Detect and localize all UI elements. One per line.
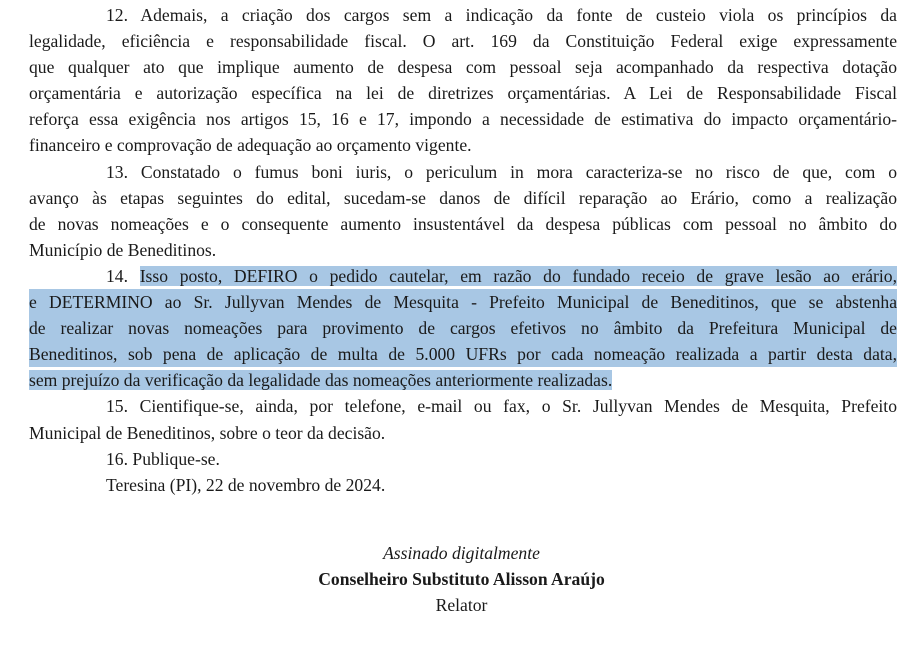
paragraph-number: 13. [106,161,128,182]
paragraph-line [29,2,897,28]
paragraph-line: de novas nomeações e o consequente aumento insustentável da despesa públicas com pessoal no âmbito do [29,213,897,234]
paragraph-16 [29,446,897,472]
paragraph-line [29,393,897,419]
paragraph-line: Municipal de Beneditinos, sobre o teor da decisão. [29,422,386,443]
paragraph-line [29,367,897,393]
paragraph-line: financeiro e comprovação de adequação ao orçamento vigente. [29,135,472,156]
paragraph-line [29,446,897,472]
paragraph-line: reforça essa exigência nos artigos 15, 16 e 17, impondo a necessidade de estimativa do impacto orçamentário- [29,109,897,130]
line-text: Constatado o fumus boni iuris, o periculum in mora caracteriza-se no risco de que, com o [140,161,897,182]
place-date: Teresina (PI), 22 de novembro de 2024. [106,474,386,495]
selected-text-line[interactable]: e DETERMINO ao Sr. Jullyvan Mendes de Mesquita - Prefeito Municipal de Beneditinos, que se abstenha [29,289,897,315]
line-text: Ademais, a criação dos cargos sem a indicação da fonte de custeio viola os princípios da [140,5,897,25]
signature-name: Conselheiro Substituto Alisson Araújo [318,569,605,589]
paragraph-number: 16. [106,448,128,469]
paragraph-line: que qualquer ato que implique aumento de despesa com pessoal seja acompanhado da respectiva dotação [29,57,897,78]
paragraph-13 [29,159,897,263]
paragraph-line: orçamentária e autorização específica na lei de diretrizes orçamentárias. A Lei de Responsabilidade Fiscal [29,83,897,104]
selected-text[interactable]: Isso posto, DEFIRO o pedido cautelar, em razão do fundado receio de grave lesão ao erário, [139,265,897,286]
signature-role: Relator [435,595,488,615]
paragraph-number: 12. [106,5,128,25]
paragraph-line: avanço às etapas seguintes do edital, sucedam-se danos de difícil reparação ao Erário, como a realização [29,187,897,208]
selected-text-line[interactable]: de realizar novas nomeações para provimento de cargos efetivos no âmbito da Prefeitura Municipal de [29,315,897,341]
selected-text-line[interactable]: Beneditinos, sob pena de aplicação de multa de 5.000 UFRs por cada nomeação realizada a partir desta data, [29,341,897,367]
paragraph-line [29,159,897,185]
selected-text[interactable]: sem prejuízo da verificação da legalidade das nomeações anteriormente realizadas. [29,370,613,391]
paragraph-line [29,263,897,289]
paragraph-14 [29,263,897,393]
line-text: Publique-se. [132,448,220,469]
line-text: Cientifique-se, ainda, por telefone, e-mail ou fax, o Sr. Jullyvan Mendes de Mesquita, Prefeito [139,396,897,417]
document-body [29,2,897,498]
paragraph-number: 15. [106,396,128,417]
paragraph-line: legalidade, eficiência e responsabilidade fiscal. O art. 169 da Constituição Federal exige expressamente [29,31,897,52]
signature-digital-note: Assinado digitalmente [383,543,540,563]
paragraph-number: 14. [106,265,128,286]
paragraph-12 [29,2,897,159]
paragraph-line: Município de Beneditinos. [29,239,217,260]
paragraph-15 [29,393,897,445]
